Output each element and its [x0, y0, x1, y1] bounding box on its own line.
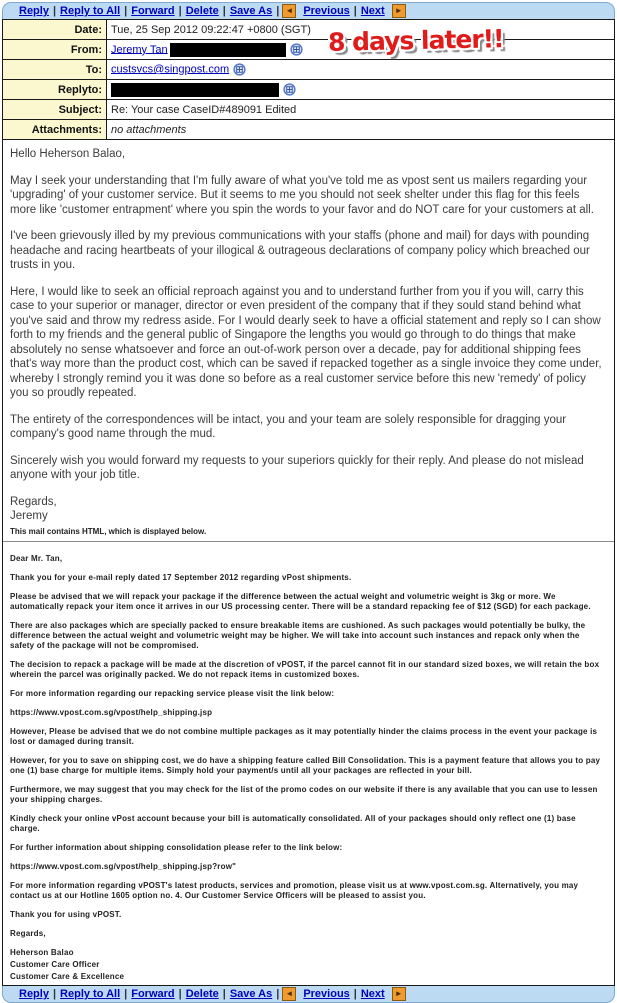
quoted-paragraph: Thank you for using vPOST.: [10, 909, 122, 919]
reply-link[interactable]: Reply: [19, 5, 49, 17]
previous-link[interactable]: Previous: [303, 988, 350, 1000]
next-arrow-icon[interactable]: ►: [392, 987, 406, 1001]
quoted-paragraph: Kindly check your online vPost account because your bill is automatically consolidated. All of your packages should only reflect one (1) base charge.: [10, 813, 576, 833]
toolbar-bottom: [2, 986, 615, 1003]
quoted-paragraph: There are also packages which are specially packed to ensure breakable items are cushioned. As such packages would potentially be bulky, the difference between the actual weight and volumetric weight may be higher. We will take into account such instances and repack only when the safety of the package will not be compromised.: [10, 620, 586, 650]
separator: |: [52, 5, 57, 17]
reply-link[interactable]: Reply: [19, 988, 49, 1000]
message-signoff-name: Jeremy: [10, 510, 48, 522]
next-arrow-icon[interactable]: ►: [392, 4, 406, 18]
separator: |: [222, 988, 226, 1000]
save-as-link[interactable]: Save As: [229, 5, 273, 17]
next-link[interactable]: Next: [360, 988, 385, 1000]
quoted-paragraph: For more information regarding our repacking service please visit the link below:: [10, 688, 335, 698]
to-label: To:: [3, 60, 107, 80]
message-signoff: Regards,: [10, 495, 57, 508]
signature-line: Customer Care Officer: [10, 959, 100, 969]
separator: |: [178, 988, 182, 1000]
redacted-from-address: [170, 43, 286, 57]
signature-line: Heherson Balao: [10, 947, 74, 957]
quoted-paragraph: Furthermore, we may suggest that you may check for the list of the promo codes on our website if there is any available that you can use to lessen your shipping charges.: [10, 784, 598, 804]
addressbook-icon[interactable]: [290, 43, 303, 56]
previous-arrow-icon[interactable]: ◄: [282, 987, 296, 1001]
email-header-table: [2, 19, 615, 140]
delete-link[interactable]: Delete: [185, 5, 219, 17]
quoted-paragraph: For more information regarding vPOST's latest products, services and promotion, please visit us at www.vpost.com.sg. Alternatively, you may contact us at our Hotline 1605 option no. 4. Our Customer Service Officers will be pleased to assist you.: [10, 880, 579, 900]
quoted-paragraph: The decision to repack a package will be made at the discretion of vPOST, if the parcel cannot fit in our standard sized boxes, we will retain the box wherein the parcel was originally packed. We do not repack items in customized boxes.: [10, 659, 600, 679]
quoted-link-text: https://www.vpost.com.sg/vpost/help_shipping.jsp: [10, 707, 213, 717]
html-content-notice: This mail contains HTML, which is displayed below.: [10, 526, 207, 536]
email-view-page: [0, 2, 617, 1002]
signature-line: Customer Care & Excellence: [10, 971, 125, 981]
message-paragraph: May I seek your understanding that I'm fully aware of what you've told me as vpost sent us mailers regarding your 'upgrading' of your customer service. But it seems to me you should not seek shelter under this flag for this feels more like 'customer entrapment' where you spin the words to your favor and do NOT care for your customers at all.: [10, 174, 594, 216]
subject-value: Re: Your case CaseID#489091 Edited: [107, 100, 615, 120]
header-row-subject: [3, 100, 615, 120]
attachments-value: no attachments: [107, 120, 615, 140]
next-link[interactable]: Next: [360, 5, 385, 17]
reply-to-all-link[interactable]: Reply to All: [60, 988, 121, 1000]
separator: |: [353, 5, 357, 17]
quoted-reply: [10, 554, 605, 987]
save-as-link[interactable]: Save As: [229, 988, 273, 1000]
message-paragraph: Sincerely wish you would forward my requests to your superiors quickly for their reply. And please do not mislead anyone with your job title.: [10, 454, 584, 481]
header-row-from: [3, 40, 615, 60]
replyto-label: Replyto:: [3, 80, 107, 100]
quoted-paragraph: However, Please be advised that we do not combine multiple packages as it may potentially hinder the claims process in the event your package is lost or damaged during transit.: [10, 726, 598, 746]
redacted-replyto-address: [111, 83, 279, 97]
forward-link[interactable]: Forward: [131, 5, 175, 17]
previous-arrow-icon[interactable]: ◄: [282, 4, 296, 18]
email-body: [2, 140, 615, 986]
quoted-paragraph: Dear Mr. Tan,: [10, 553, 63, 563]
reply-to-all-link[interactable]: Reply to All: [60, 5, 121, 17]
separator: |: [178, 5, 182, 17]
date-label: Date:: [3, 20, 107, 40]
separator: |: [353, 988, 357, 1000]
quoted-link-text: https://www.vpost.com.sg/vpost/help_shipping.jsp?row": [10, 861, 237, 871]
subject-label: Subject:: [3, 100, 107, 120]
quoted-paragraph: However, for you to save on shipping cost, we do have a shipping feature called Bill Consolidation. This is a payment feature that allows you to pay one (1) base charge for multiple items. Simply hold your payment/s until all your packages are reflected in your bill.: [10, 755, 601, 775]
addressbook-icon[interactable]: [233, 63, 246, 76]
annotation-8-days-later: 8 days later!!: [327, 24, 504, 57]
delete-link[interactable]: Delete: [185, 988, 219, 1000]
separator: |: [276, 5, 280, 17]
separator: |: [124, 988, 128, 1000]
attachments-label: Attachments:: [3, 120, 107, 140]
quoted-paragraph: Regards,: [10, 928, 46, 938]
quoted-paragraph: For further information about shipping consolidation please refer to the link below:: [10, 842, 343, 852]
separator: |: [276, 988, 280, 1000]
separator: |: [222, 5, 226, 17]
addressbook-icon[interactable]: [283, 83, 296, 96]
header-row-replyto: [3, 80, 615, 100]
separator: |: [124, 5, 128, 17]
header-row-attachments: [3, 120, 615, 140]
forward-link[interactable]: Forward: [131, 988, 175, 1000]
quoted-paragraph: Thank you for your e-mail reply dated 17 September 2012 regarding vPost shipments.: [10, 572, 352, 582]
message-paragraph: Hello Heherson Balao,: [10, 148, 126, 160]
from-address-link[interactable]: Jeremy Tan: [111, 43, 168, 56]
header-row-date: [3, 20, 615, 40]
date-value: Tue, 25 Sep 2012 09:22:47 +0800 (SGT): [107, 20, 615, 40]
sender-message: [10, 147, 605, 537]
toolbar-top: [2, 2, 615, 19]
message-paragraph: I've been grievously illed by my previous communications with your staffs (phone and mail) for days with pounding headache and racing heartbeats of your illogical & outrageous declarations of company policy which breached our trusts in you.: [10, 230, 590, 271]
header-row-to: [3, 60, 615, 80]
from-label: From:: [3, 40, 107, 60]
message-paragraph: Here, I would like to seek an official reproach against you and to understand further from you if you will, carry this case to your superior or manager, director or even president of the company that if they sould stand behind what you've said and throw my redress aside. For I would dearly seek to have a official statement and reply so I can show forth to my friends and the general public of Singapore the lengths you would go through to do things that make absolutely no sense whatsoever and force an out-of-work person over a decade, pay for additional shipping fees that's way more than the product cost, which can be saved if repacked together as a single invoice they come under, whereby I strongly remind you it was done so before as a real customer service before this new 'remedy' of policy you so proudly repeated.: [10, 285, 602, 399]
previous-link[interactable]: Previous: [303, 5, 350, 17]
quoted-paragraph: Please be advised that we will repack your package if the difference between the actual weight and volumetric weight is 3kg or more. We automatically repack your item once it arrives in our US processing center. There will be a standard repacking fee of $12 (SGD) for each package.: [10, 591, 591, 611]
message-divider: [3, 541, 614, 542]
separator: |: [52, 988, 57, 1000]
message-paragraph: The entirety of the correspondences will be intact, you and your team are solely responsible for dragging your company's good name through the mud.: [10, 413, 567, 440]
to-address-link[interactable]: custsvcs@singpost.com: [111, 63, 230, 76]
